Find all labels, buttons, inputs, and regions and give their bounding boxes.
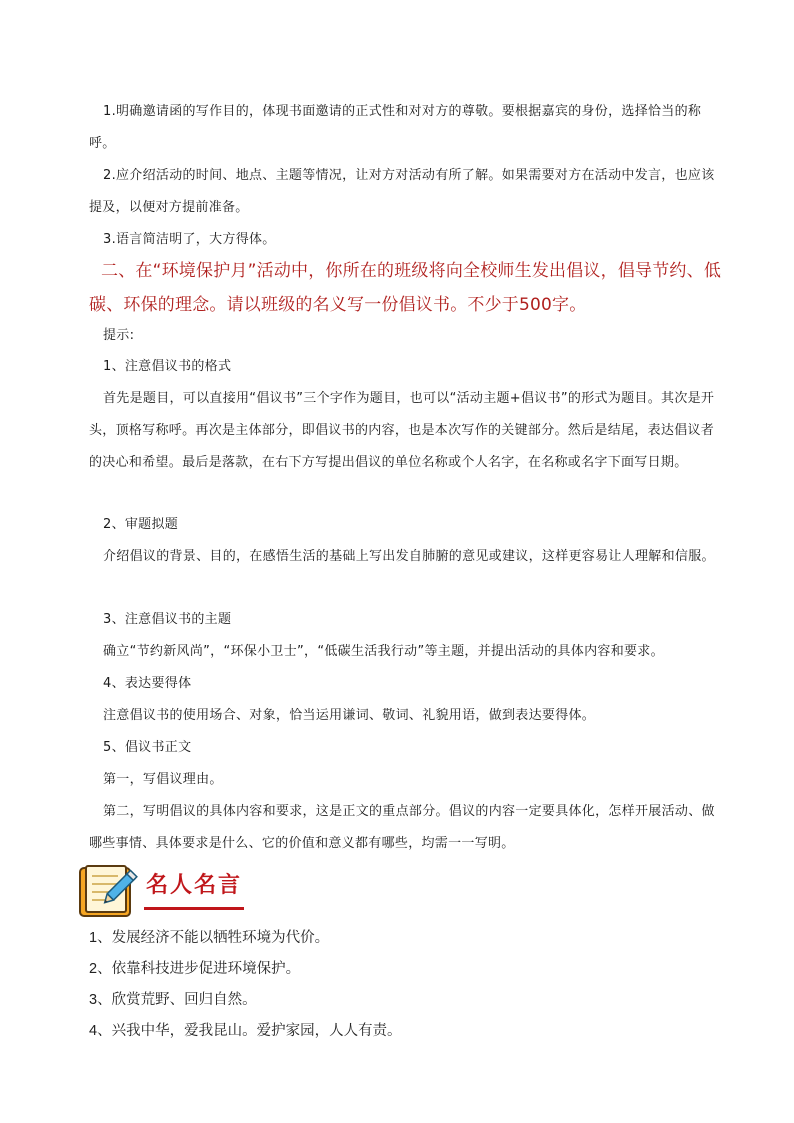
quote-item-3: 3、欣赏荒野、回归自然。 — [89, 992, 257, 1008]
tip-body-5-second: 第二，写明倡议的具体内容和要求，这是正文的重点部分。倡议的内容一定要具体化，怎样开展活动、做哪些事情、具体要求是什么、它的价值和意义都有哪些，均需一一写明。 — [89, 804, 715, 851]
quote-item-4: 4、兴我中华，爱我昆山。爱护家园，人人有责。 — [89, 1023, 402, 1039]
banner-title: 名人名言 — [146, 872, 243, 898]
tip-heading-5: 5、倡议书正文 — [103, 740, 192, 755]
tip-body-5: 第一，写倡议理由。 — [103, 772, 223, 787]
tip-body-1: 首先是题目，可以直接用“倡议书”三个字作为题目，也可以“活动主题+倡议书”的形式为题目。其次是开头，顶格写称呼。再次是主体部分，即倡议书的内容，也是本次写作的关键部分。然后是结尾，表达倡议者的决心和希望。最后是落款，在右下方写提出倡议的单位名称或个人名字，在名称或名字下面写日期。 — [89, 391, 715, 470]
tip-heading-1: 1、注意倡议书的格式 — [103, 359, 232, 374]
section1-item-3: 3.语言简洁明了，大方得体。 — [103, 232, 276, 247]
tip-heading-2: 2、审题拟题 — [103, 517, 179, 532]
notebook-pencil-icon — [78, 860, 142, 920]
tip-body-3: 确立“节约新风尚”，“环保小卫士”，“低碳生活我行动”等主题，并提出活动的具体内容和要求。 — [103, 644, 664, 659]
quote-item-1: 1、发展经济不能以牺牲环境为代价。 — [89, 930, 330, 946]
writing-prompt: 二、在“环境保护月”活动中，你所在的班级将向全校师生发出倡议，倡导节约、低碳、环保的理念。请以班级的名义写一份倡议书。不少于500字。 — [89, 261, 722, 315]
tip-body-2: 介绍倡议的背景、目的，在感悟生活的基础上写出发自肺腑的意见或建议，这样更容易让人理解和信服。 — [103, 549, 715, 564]
section1-item-1: 1.明确邀请函的写作目的，体现书面邀请的正式性和对对方的尊敬。要根据嘉宾的身份，选择恰当的称呼。 — [89, 104, 702, 151]
tip-heading-3: 3、注意倡议书的主题 — [103, 612, 232, 627]
tip-body-4: 注意倡议书的使用场合、对象，恰当运用谦词、敬词、礼貌用语，做到表达要得体。 — [103, 708, 596, 723]
quote-item-2: 2、依靠科技进步促进环境保护。 — [89, 961, 301, 977]
hint-label: 提示: — [103, 328, 135, 343]
tip-heading-4: 4、表达要得体 — [103, 676, 192, 691]
famous-quotes-banner — [78, 860, 258, 920]
section1-item-2: 2.应介绍活动的时间、地点、主题等情况，让对方对活动有所了解。如果需要对方在活动中发言，也应该提及，以便对方提前准备。 — [89, 168, 715, 215]
banner-underline — [144, 907, 244, 910]
